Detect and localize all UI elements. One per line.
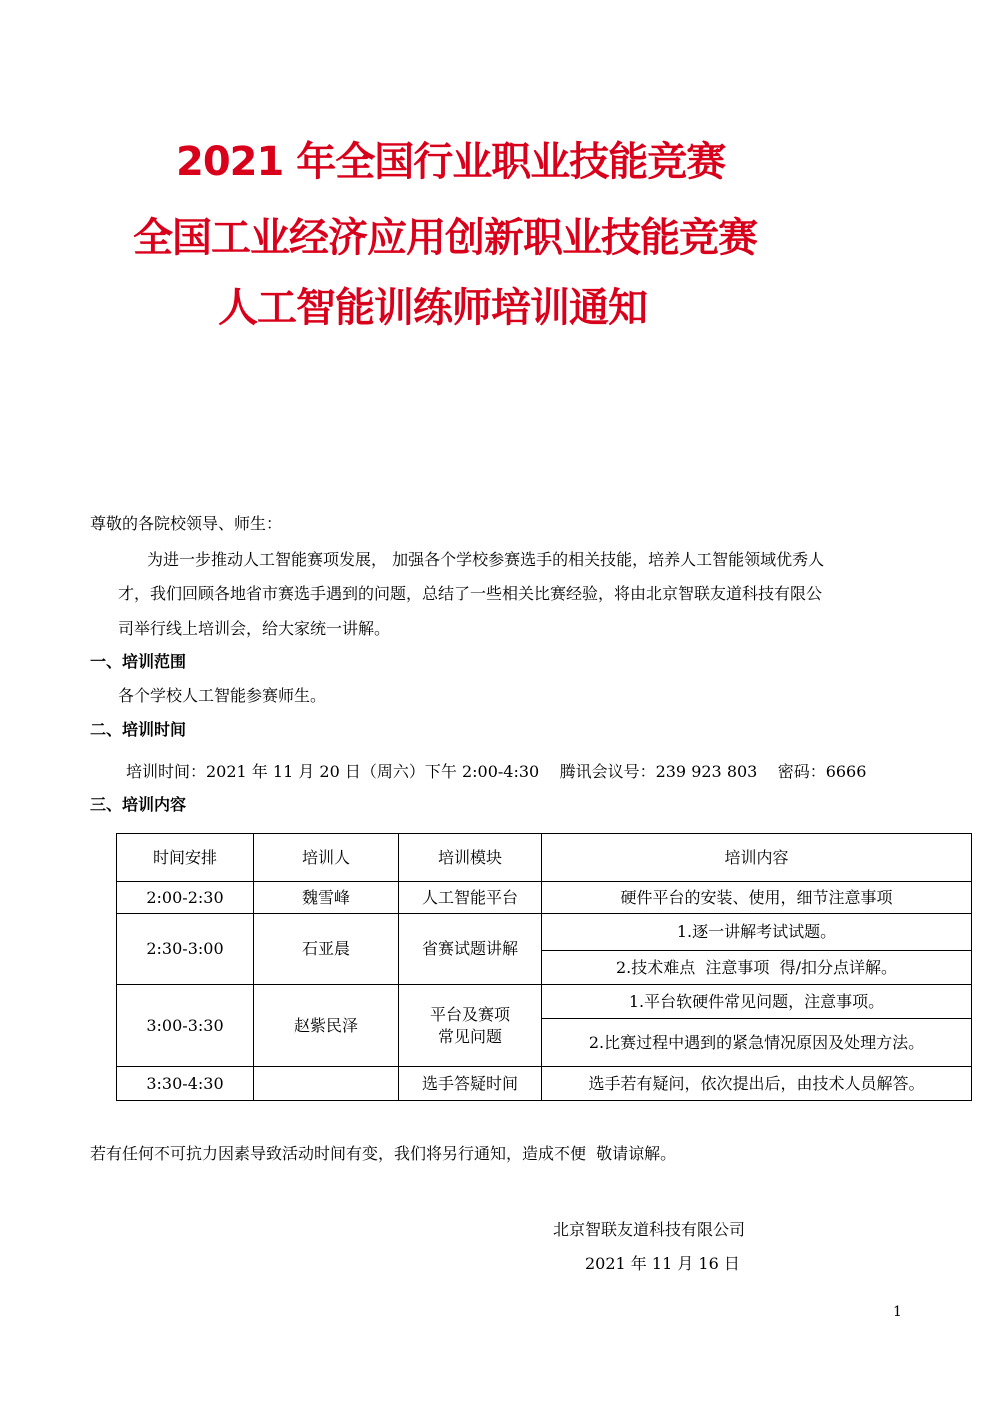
section-time-text: 培训时间：2021 年 11 月 20 日（周六）下午 2:00-4:30 腾讯会议号：239 923 803 密码：6666	[126, 762, 867, 781]
header-content: 培训内容	[542, 834, 972, 882]
table-header-row	[117, 834, 972, 882]
cell-content: 选手若有疑问，依次提出后，由技术人员解答。	[542, 1067, 972, 1101]
cell-module	[399, 985, 542, 1067]
cell-module: 人工智能平台	[399, 882, 542, 914]
header-time: 时间安排	[117, 834, 254, 882]
table-row	[117, 985, 972, 1019]
cell-trainer: 赵紫民泽	[254, 985, 399, 1067]
title-line-3: 人工智能训练师培训通知	[218, 285, 647, 331]
cell-trainer: 魏雪峰	[254, 882, 399, 914]
header-trainer: 培训人	[254, 834, 399, 882]
section-content-heading: 三、培训内容	[90, 795, 187, 814]
closing-notice: 若有任何不可抗力因素导致活动时间有变，我们将另行通知，造成不便 敬请谅解。	[90, 1144, 677, 1163]
intro-line-2: 才，我们回顾各地省市赛选手遇到的问题，总结了一些相关比赛经验，将由北京智联友道科技有限公	[118, 584, 823, 603]
cell-content: 2.比赛过程中遇到的紧急情况原因及处理方法。	[542, 1019, 972, 1067]
signature-date: 2021 年 11 月 16 日	[585, 1254, 740, 1273]
cell-trainer: 石亚晨	[254, 914, 399, 985]
cell-content: 2.技术难点 注意事项 得/扣分点详解。	[542, 951, 972, 985]
section-time-heading: 二、培训时间	[90, 720, 187, 739]
cell-module: 省赛试题讲解	[399, 914, 542, 985]
cell-content: 硬件平台的安装、使用，细节注意事项	[542, 882, 972, 914]
table-row	[117, 1067, 972, 1101]
schedule-table	[116, 833, 972, 1101]
cell-content: 1.平台软硬件常见问题，注意事项。	[542, 985, 972, 1019]
section-scope-text: 各个学校人工智能参赛师生。	[118, 686, 327, 705]
header-module: 培训模块	[399, 834, 542, 882]
cell-module: 选手答疑时间	[399, 1067, 542, 1101]
page-number: 1	[893, 1304, 902, 1320]
title-line-1: 2021 年全国行业职业技能竞赛	[176, 139, 726, 185]
cell-module-line-1: 平台及赛项	[429, 1004, 510, 1024]
section-scope-heading: 一、培训范围	[90, 652, 187, 671]
table-row	[117, 914, 972, 951]
cell-time: 3:00-3:30	[117, 985, 254, 1067]
cell-time: 2:30-3:00	[117, 914, 254, 985]
cell-trainer	[254, 1067, 399, 1101]
table-row	[117, 882, 972, 914]
cell-content: 1.逐一讲解考试试题。	[542, 914, 972, 951]
cell-time: 3:30-4:30	[117, 1067, 254, 1101]
greeting: 尊敬的各院校领导、师生：	[90, 514, 283, 533]
signature-company: 北京智联友道科技有限公司	[553, 1220, 746, 1239]
intro-line-1: 为进一步推动人工智能赛项发展， 加强各个学校参赛选手的相关技能，培养人工智能领域优秀人	[147, 550, 825, 569]
cell-module-line-2: 常见问题	[437, 1026, 502, 1046]
intro-line-3: 司举行线上培训会，给大家统一讲解。	[118, 619, 391, 638]
cell-time: 2:00-2:30	[117, 882, 254, 914]
title-line-2: 全国工业经济应用创新职业技能竞赛	[133, 215, 757, 261]
